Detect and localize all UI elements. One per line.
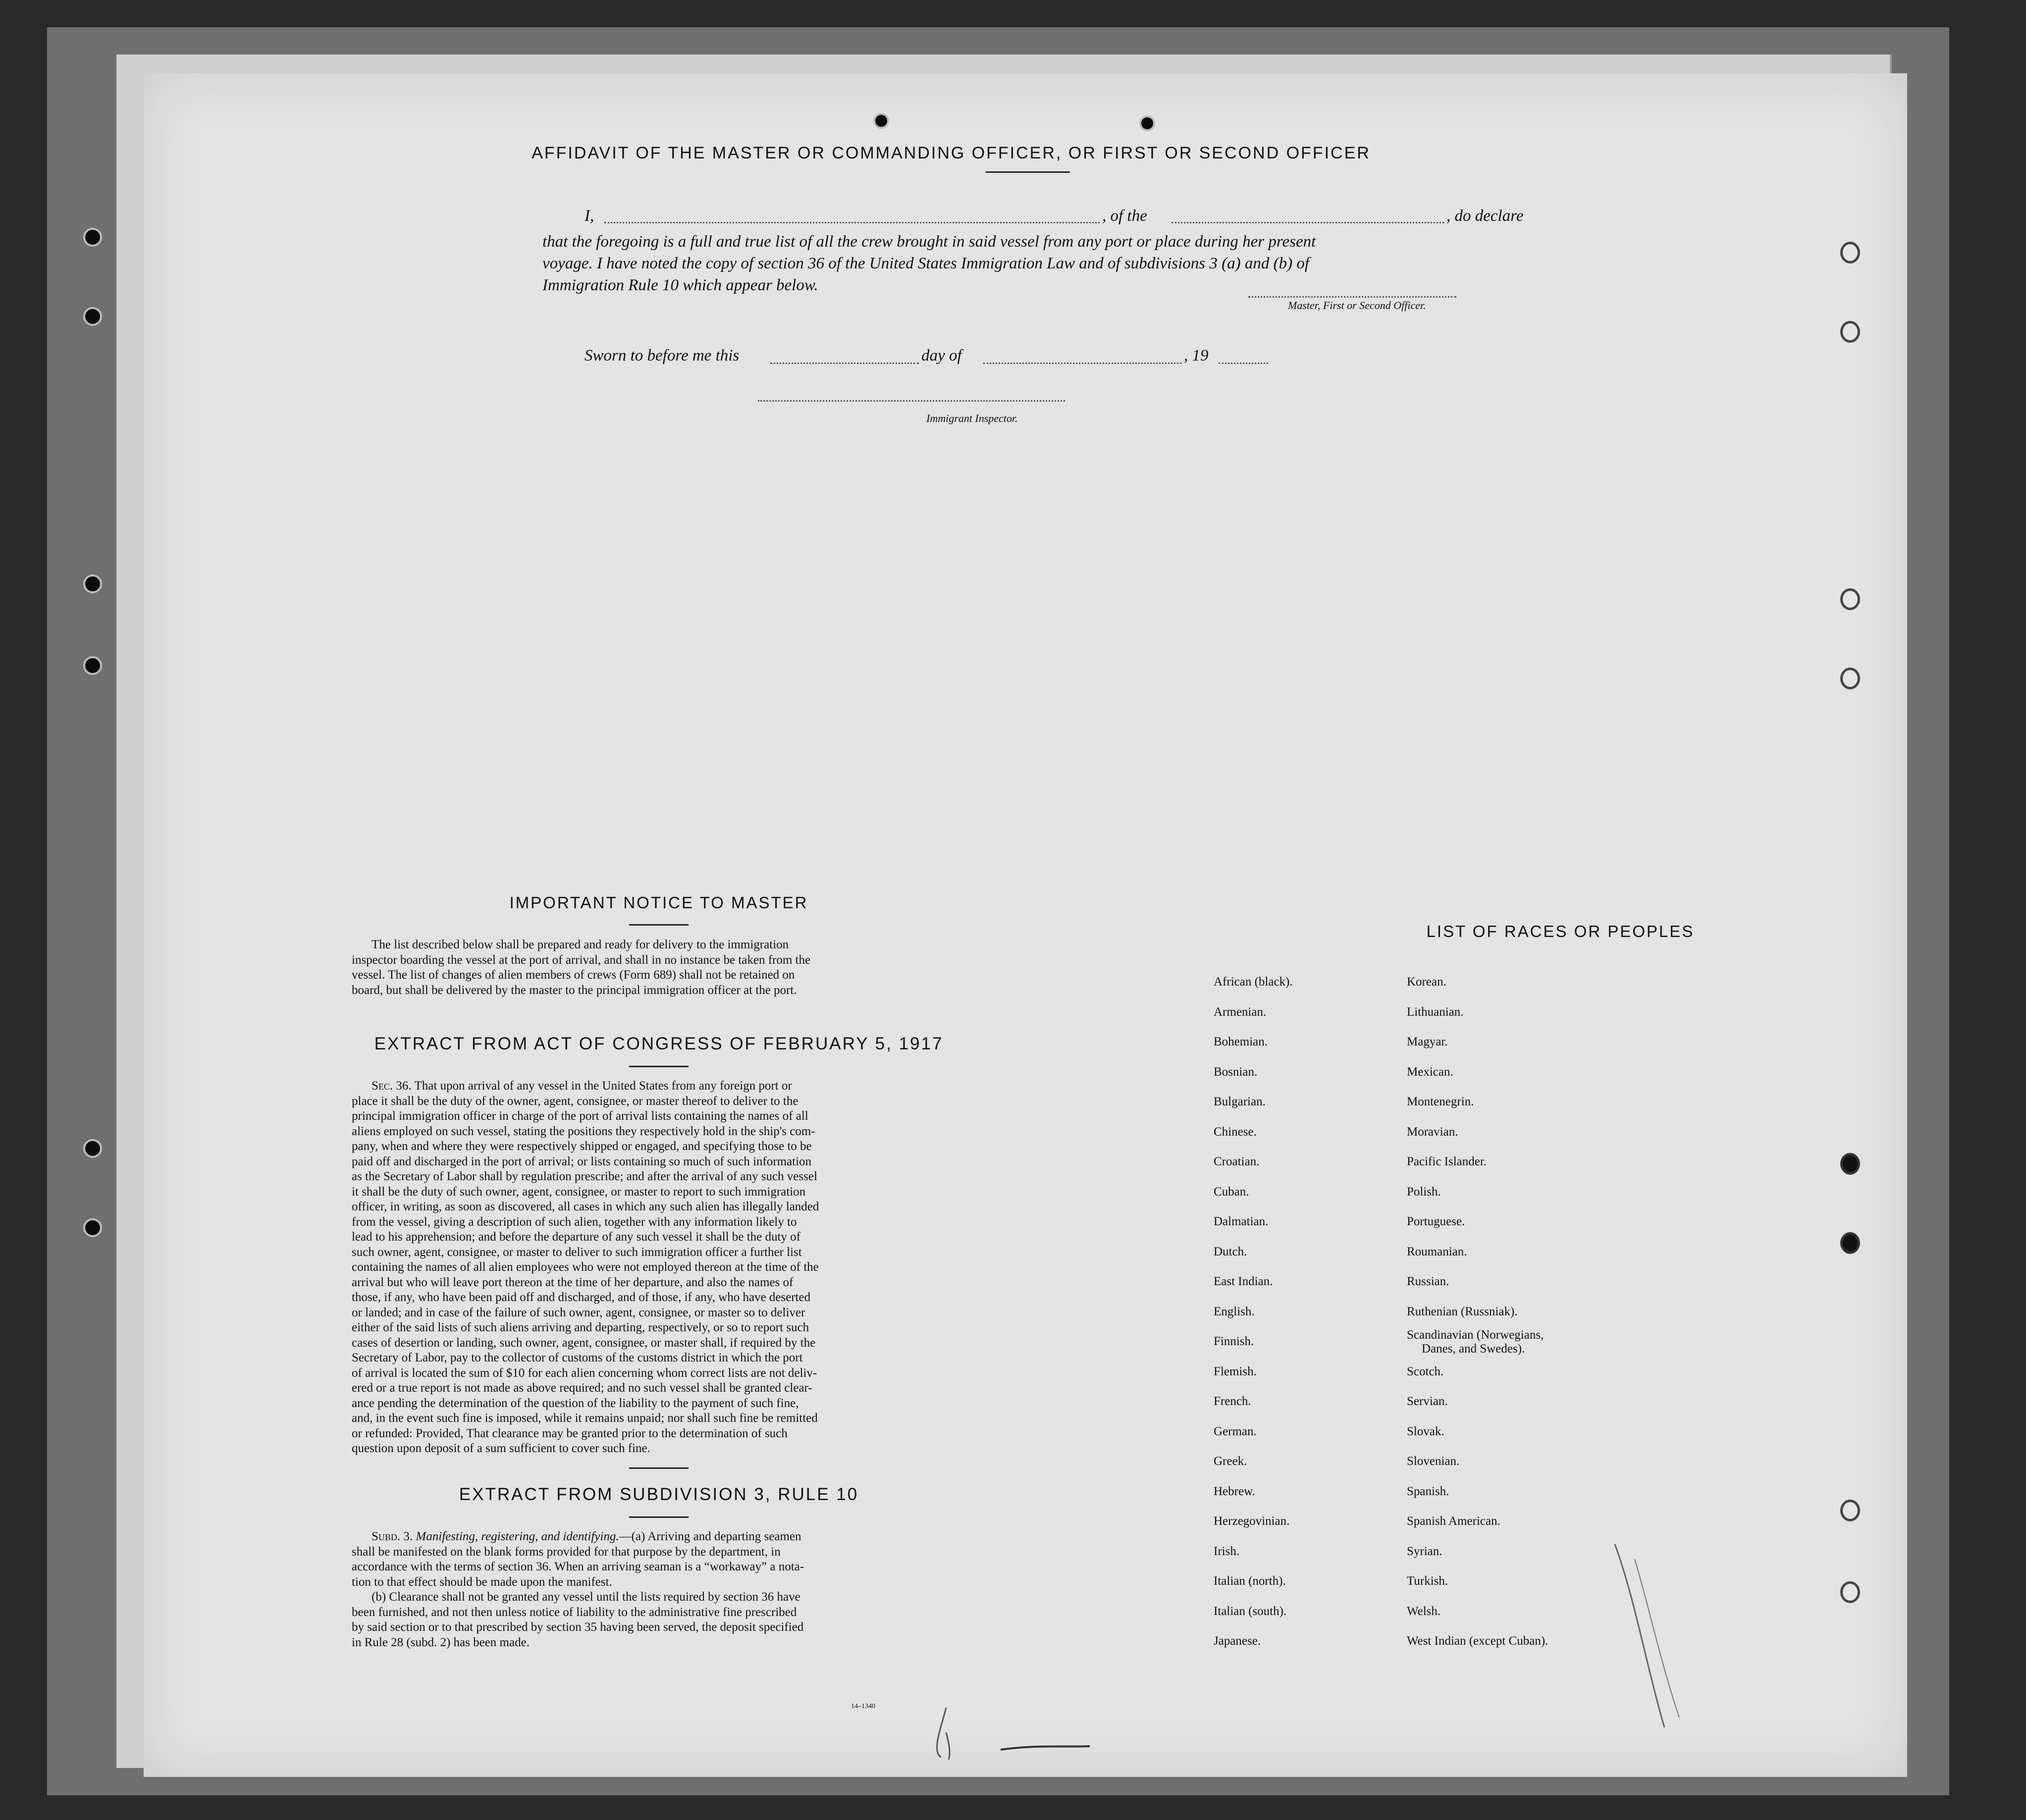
notice-rule — [629, 924, 689, 926]
ring-mark — [1840, 1153, 1860, 1175]
race-item: Armenian. — [1214, 1005, 1267, 1019]
act-line: either of the said lists of such aliens arriving and departing, respectively, or so to report such — [352, 1321, 809, 1334]
section-label: Sec. 36. — [372, 1079, 412, 1092]
affidavit-line-3: voyage. I have noted the copy of section 36 of the United States Immigration Law and of subdivisions 3 (a) and (b) of — [542, 255, 1310, 272]
race-item: Ruthenian (Russniak). — [1407, 1304, 1518, 1318]
race-item: Dalmatian. — [1214, 1215, 1269, 1228]
ring-mark — [1840, 321, 1860, 343]
act-line: Secretary of Labor, pay to the collector of customs of the customs district in which the port — [352, 1351, 803, 1364]
pencil-scribble — [1605, 1539, 1704, 1737]
notice-line: board, but shall be delivered by the master to the principal immigration officer at the port. — [352, 983, 797, 997]
act-line: from the vessel, giving a description of such alien, together with any information likely to — [352, 1215, 797, 1229]
race-item-line: Danes, and Swedes). — [1422, 1342, 1525, 1355]
act-title: EXTRACT FROM ACT OF CONGRESS OF FEBRUARY 5, 1917 — [374, 1034, 944, 1053]
races-title: LIST OF RACES OR PEOPLES — [1426, 922, 1695, 940]
race-item: Roumanian. — [1407, 1245, 1467, 1258]
act-line: question upon deposit of a sum sufficient to cover such fine. — [352, 1442, 650, 1455]
rule-a-line: shall be manifested on the blank forms provided for that purpose by the department, in — [352, 1545, 781, 1559]
race-item: English. — [1214, 1304, 1255, 1318]
rule-a-line: accordance with the terms of section 36. When an arriving seaman is a “workaway” a nota- — [352, 1560, 804, 1573]
declarant-name-blank[interactable] — [604, 222, 1100, 223]
vessel-name-blank[interactable] — [1172, 222, 1444, 223]
binder-hole — [83, 228, 102, 247]
act-line: as the Secretary of Labor shall by regulation prescribe; and after the arrival of any such vessel — [352, 1170, 817, 1183]
act-line: those, if any, who have been paid off and discharged, and of those, if any, who have deserted — [352, 1291, 811, 1304]
act-line: it shall be the duty of such owner, agent, consignee, or master to report to such immigration — [352, 1185, 806, 1198]
race-item: Moravian. — [1407, 1125, 1458, 1139]
race-item — [1407, 1327, 1615, 1357]
race-item: Russian. — [1407, 1275, 1449, 1288]
race-item: Italian (north). — [1214, 1574, 1286, 1588]
rule-title: EXTRACT FROM SUBDIVISION 3, RULE 10 — [459, 1485, 859, 1504]
act-line: That upon arrival of any vessel in the United States from any foreign port or — [414, 1079, 792, 1092]
race-item: Chinese. — [1214, 1125, 1257, 1139]
race-item: Portuguese. — [1407, 1215, 1465, 1228]
subdivision-label: Subd. 3. — [372, 1530, 413, 1543]
affidavit-line-2: that the foregoing is a full and true list of all the crew brought in said vessel from any port or place during her present — [542, 233, 1316, 251]
race-item: Slovak. — [1407, 1424, 1444, 1438]
race-item: Bosnian. — [1214, 1065, 1258, 1079]
race-item: Scotch. — [1407, 1364, 1444, 1378]
race-item: Montenegrin. — [1407, 1095, 1474, 1108]
race-item: Flemish. — [1214, 1364, 1257, 1378]
notice-title: IMPORTANT NOTICE TO MASTER — [509, 893, 808, 912]
race-item: Dutch. — [1214, 1245, 1247, 1258]
act-line: principal immigration officer in charge of the port of arrival lists containing the names of all — [352, 1109, 808, 1123]
punch-hole — [873, 113, 889, 129]
rule-a-line: —(a) Arriving and departing seamen — [619, 1530, 801, 1543]
binder-hole — [83, 1218, 102, 1237]
binder-hole — [83, 656, 102, 675]
sworn-year-blank[interactable] — [1219, 363, 1268, 364]
ring-mark — [1840, 588, 1860, 610]
title-rule — [986, 171, 1070, 173]
rule-a-line: tion to that effect should be made upon the manifest. — [352, 1575, 612, 1589]
race-item: Pacific Islander. — [1407, 1155, 1487, 1168]
race-item: Croatian. — [1214, 1155, 1260, 1168]
act-line: of arrival is located the sum of $10 for each alien concerning whom correct lists are not deliv- — [352, 1366, 817, 1380]
race-item: Slovenian. — [1407, 1455, 1460, 1468]
rule-b-line: by said section or to that prescribed by section 35 having been served, the deposit specified — [352, 1620, 804, 1634]
master-signature-label: Master, First or Second Officer. — [1288, 299, 1426, 312]
race-item: Italian (south). — [1214, 1604, 1287, 1618]
rule-rule — [629, 1516, 689, 1518]
race-item-line: Scandinavian (Norwegians, — [1407, 1328, 1544, 1342]
sworn-month-blank[interactable] — [983, 363, 1181, 364]
pencil-scribble — [926, 1698, 1224, 1767]
race-item: Turkish. — [1407, 1574, 1448, 1588]
act-rule — [629, 1066, 689, 1067]
race-item: Greek. — [1214, 1455, 1247, 1468]
race-item: Irish. — [1214, 1544, 1240, 1558]
year-label: , 19 — [1184, 347, 1209, 364]
act-line: place it shall be the duty of the owner, agent, consignee, or master thereof to deliver to the — [352, 1094, 799, 1108]
race-item: Bohemian. — [1214, 1035, 1268, 1048]
manifest-page — [144, 73, 1907, 1777]
sworn-label: Sworn to before me this — [585, 347, 740, 364]
race-item: Hebrew. — [1214, 1484, 1255, 1498]
act-text — [352, 1079, 966, 1456]
inspector-signature-blank[interactable] — [758, 400, 1065, 402]
race-item: Finnish. — [1214, 1335, 1254, 1348]
act-line: pany, when and where they were respectively shipped or engaged, and specifying those to be — [352, 1140, 812, 1153]
races-column-2 — [1407, 967, 1615, 1657]
act-line: cases of desertion or landing, such owner, agent, consignee, or master shall, if required by the — [352, 1336, 816, 1350]
rule-b-line: in Rule 28 (subd. 2) has been made. — [352, 1635, 530, 1649]
act-line: and, in the event such fine is imposed, while it remains unpaid; nor shall such fine be remitted — [352, 1411, 818, 1425]
notice-line: The list described below shall be prepared and ready for delivery to the immigration — [372, 938, 789, 951]
notice-line: inspector boarding the vessel at the port of arrival, and shall in no instance be taken from the — [352, 953, 811, 967]
binder-hole — [83, 307, 102, 326]
declarant-prefix: I, — [585, 207, 594, 225]
race-item: Bulgarian. — [1214, 1095, 1266, 1108]
act-line: or refunded: Provided, That clearance may be granted prior to the determination of such — [352, 1426, 788, 1440]
race-item: Magyar. — [1407, 1035, 1448, 1048]
rule-b-line: been furnished, and not then unless notice of liability to the administrative fine prescribed — [352, 1605, 797, 1619]
sworn-day-blank[interactable] — [770, 363, 919, 364]
act-end-rule — [629, 1467, 689, 1469]
race-item: French. — [1214, 1395, 1251, 1408]
race-item: Herzegovinian. — [1214, 1514, 1290, 1528]
ring-mark — [1840, 1500, 1860, 1521]
act-line: lead to his apprehension; and before the departure of any such vessel it shall be the duty of — [352, 1230, 800, 1244]
binder-hole — [83, 1139, 102, 1158]
affidavit-title: AFFIDAVIT OF THE MASTER OR COMMANDING OFFICER, OR FIRST OR SECOND OFFICER — [532, 144, 1371, 162]
act-line: containing the names of all alien employees who were not employed thereon at the time of the — [352, 1260, 819, 1274]
act-line: such owner, agent, consignee, or master to deliver to such immigration officer a further list — [352, 1245, 802, 1259]
ring-mark — [1840, 242, 1860, 263]
day-of-label: day of — [921, 347, 962, 364]
act-line: officer, in writing, as soon as discovered, all cases in which any such alien has illegally landed — [352, 1200, 819, 1213]
subdivision-heading: Manifesting, registering, and identifying. — [416, 1530, 619, 1543]
race-item: Cuban. — [1214, 1185, 1249, 1198]
form-number: 14–1340 — [851, 1703, 875, 1710]
rule-b-line: (b) Clearance shall not be granted any vessel until the lists required by section 36 have — [372, 1590, 800, 1604]
affidavit-line-4: Immigration Rule 10 which appear below. — [542, 276, 818, 294]
rule-text — [352, 1529, 966, 1650]
master-signature-blank[interactable] — [1248, 296, 1456, 298]
races-column-1 — [1214, 967, 1397, 1657]
race-item: Spanish. — [1407, 1484, 1449, 1498]
race-item: East Indian. — [1214, 1275, 1273, 1288]
race-item: Servian. — [1407, 1395, 1448, 1408]
declare-label: , do declare — [1446, 207, 1524, 225]
binder-hole — [83, 574, 102, 593]
race-item: Mexican. — [1407, 1065, 1453, 1079]
inspector-label: Immigrant Inspector. — [926, 412, 1018, 424]
race-item: Welsh. — [1407, 1604, 1441, 1618]
race-item: German. — [1214, 1424, 1257, 1438]
act-line: aliens employed on such vessel, stating the positions they respectively hold in the ship's com- — [352, 1124, 815, 1138]
ring-mark — [1840, 1581, 1860, 1603]
ring-mark — [1840, 1232, 1860, 1254]
race-item: Japanese. — [1214, 1634, 1261, 1648]
act-line: ance pending the determination of the question of the liability to the payment of such fine, — [352, 1396, 799, 1410]
race-item: West Indian (except Cuban). — [1407, 1634, 1548, 1648]
race-item: Spanish American. — [1407, 1514, 1500, 1528]
notice-line: vessel. The list of changes of alien members of crews (Form 689) shall not be retained on — [352, 968, 795, 982]
race-item: Lithuanian. — [1407, 1005, 1464, 1019]
race-item: Polish. — [1407, 1185, 1441, 1198]
race-item: African (black). — [1214, 975, 1293, 988]
of-the-label: , of the — [1102, 207, 1147, 225]
act-line: or landed; and in case of the failure of such owner, agent, consignee, or master so to deliver — [352, 1305, 805, 1319]
act-line: paid off and discharged in the port of arrival; or lists containing so much of such information — [352, 1154, 812, 1168]
ring-mark — [1840, 668, 1860, 689]
notice-text — [352, 937, 966, 998]
act-line: ered or a true report is not made as above required; and no such vessel shall be granted clear- — [352, 1381, 812, 1395]
race-item: Korean. — [1407, 975, 1446, 988]
punch-hole — [1139, 115, 1155, 131]
act-line: arrival but who will leave port thereon at the time of her departure, and also the names of — [352, 1275, 794, 1289]
race-item: Syrian. — [1407, 1544, 1442, 1558]
